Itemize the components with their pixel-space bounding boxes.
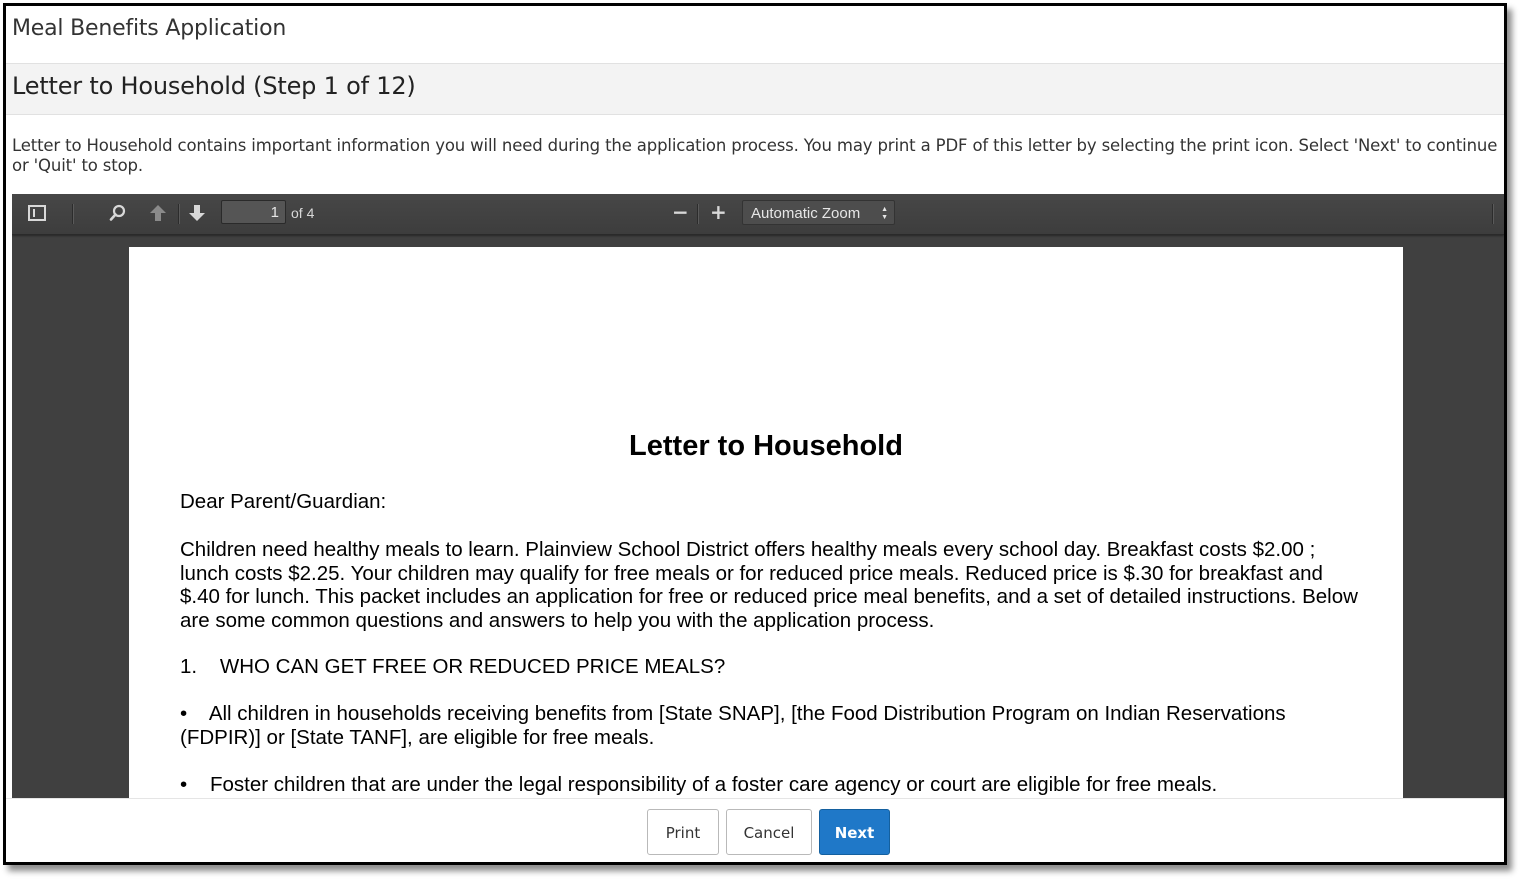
page-number-input[interactable]: 1 bbox=[221, 200, 286, 224]
sidebar-toggle-icon[interactable] bbox=[28, 205, 46, 221]
cancel-button[interactable]: Cancel bbox=[726, 809, 812, 855]
action-footer bbox=[6, 798, 1504, 863]
document-question: 1. WHO CAN GET FREE OR REDUCED PRICE MEALS? bbox=[180, 655, 726, 678]
step-header bbox=[6, 63, 1504, 115]
search-icon[interactable] bbox=[109, 204, 127, 222]
toolbar-divider bbox=[1492, 204, 1493, 224]
pdf-toolbar bbox=[12, 194, 1504, 235]
document-bullet: • All children in households receiving benefits from [State SNAP], [the Food Distribution Program on Indian Reservations (FDPIR)] or [State TANF], are eligible for free meals. bbox=[180, 702, 1292, 749]
pdf-viewer[interactable] bbox=[12, 194, 1504, 798]
app-window bbox=[3, 3, 1507, 865]
document-heading: Letter to Household bbox=[629, 430, 903, 462]
next-button[interactable]: Next bbox=[819, 809, 890, 855]
zoom-in-icon[interactable]: + bbox=[710, 200, 727, 224]
step-title: Letter to Household (Step 1 of 12) bbox=[12, 72, 416, 100]
app-title: Meal Benefits Application bbox=[12, 16, 287, 41]
instructions-text: Letter to Household contains important information you will need during the application process. You may print a PDF of this letter by selecting the print icon. Select 'Next' to continue or 'Quit' to stop. bbox=[12, 136, 1498, 175]
document-bullet: • Foster children that are under the legal responsibility of a foster care agency or court are eligible for free meals. bbox=[180, 773, 1218, 796]
document-salutation: Dear Parent/Guardian: bbox=[180, 490, 387, 513]
pdf-page bbox=[129, 247, 1403, 798]
next-page-icon[interactable] bbox=[188, 204, 206, 222]
zoom-select-value: Automatic Zoom bbox=[751, 205, 861, 222]
page-count: of 4 bbox=[291, 205, 315, 221]
zoom-select[interactable] bbox=[742, 200, 895, 225]
select-arrows-icon: ▲ ▼ bbox=[881, 206, 888, 221]
toolbar-divider bbox=[178, 204, 179, 224]
previous-page-icon[interactable] bbox=[149, 204, 167, 222]
document-paragraph: Children need healthy meals to learn. Plainview School District offers healthy meals every school day. Breakfast costs $2.00 ; lunch costs $2.25. Your children may qualify for free meals or for reduced price meals. Reduced price is $.30 for breakfast and $.40 for lunch. This packet includes an application for free or reduced price meal benefits, and a set of detailed instructions. Below are some common questions and answers to help you with the application process. bbox=[180, 538, 1358, 632]
print-button[interactable]: Print bbox=[647, 809, 719, 855]
toolbar-divider bbox=[697, 204, 698, 224]
toolbar-divider bbox=[72, 204, 73, 224]
zoom-out-icon[interactable]: − bbox=[672, 200, 689, 224]
